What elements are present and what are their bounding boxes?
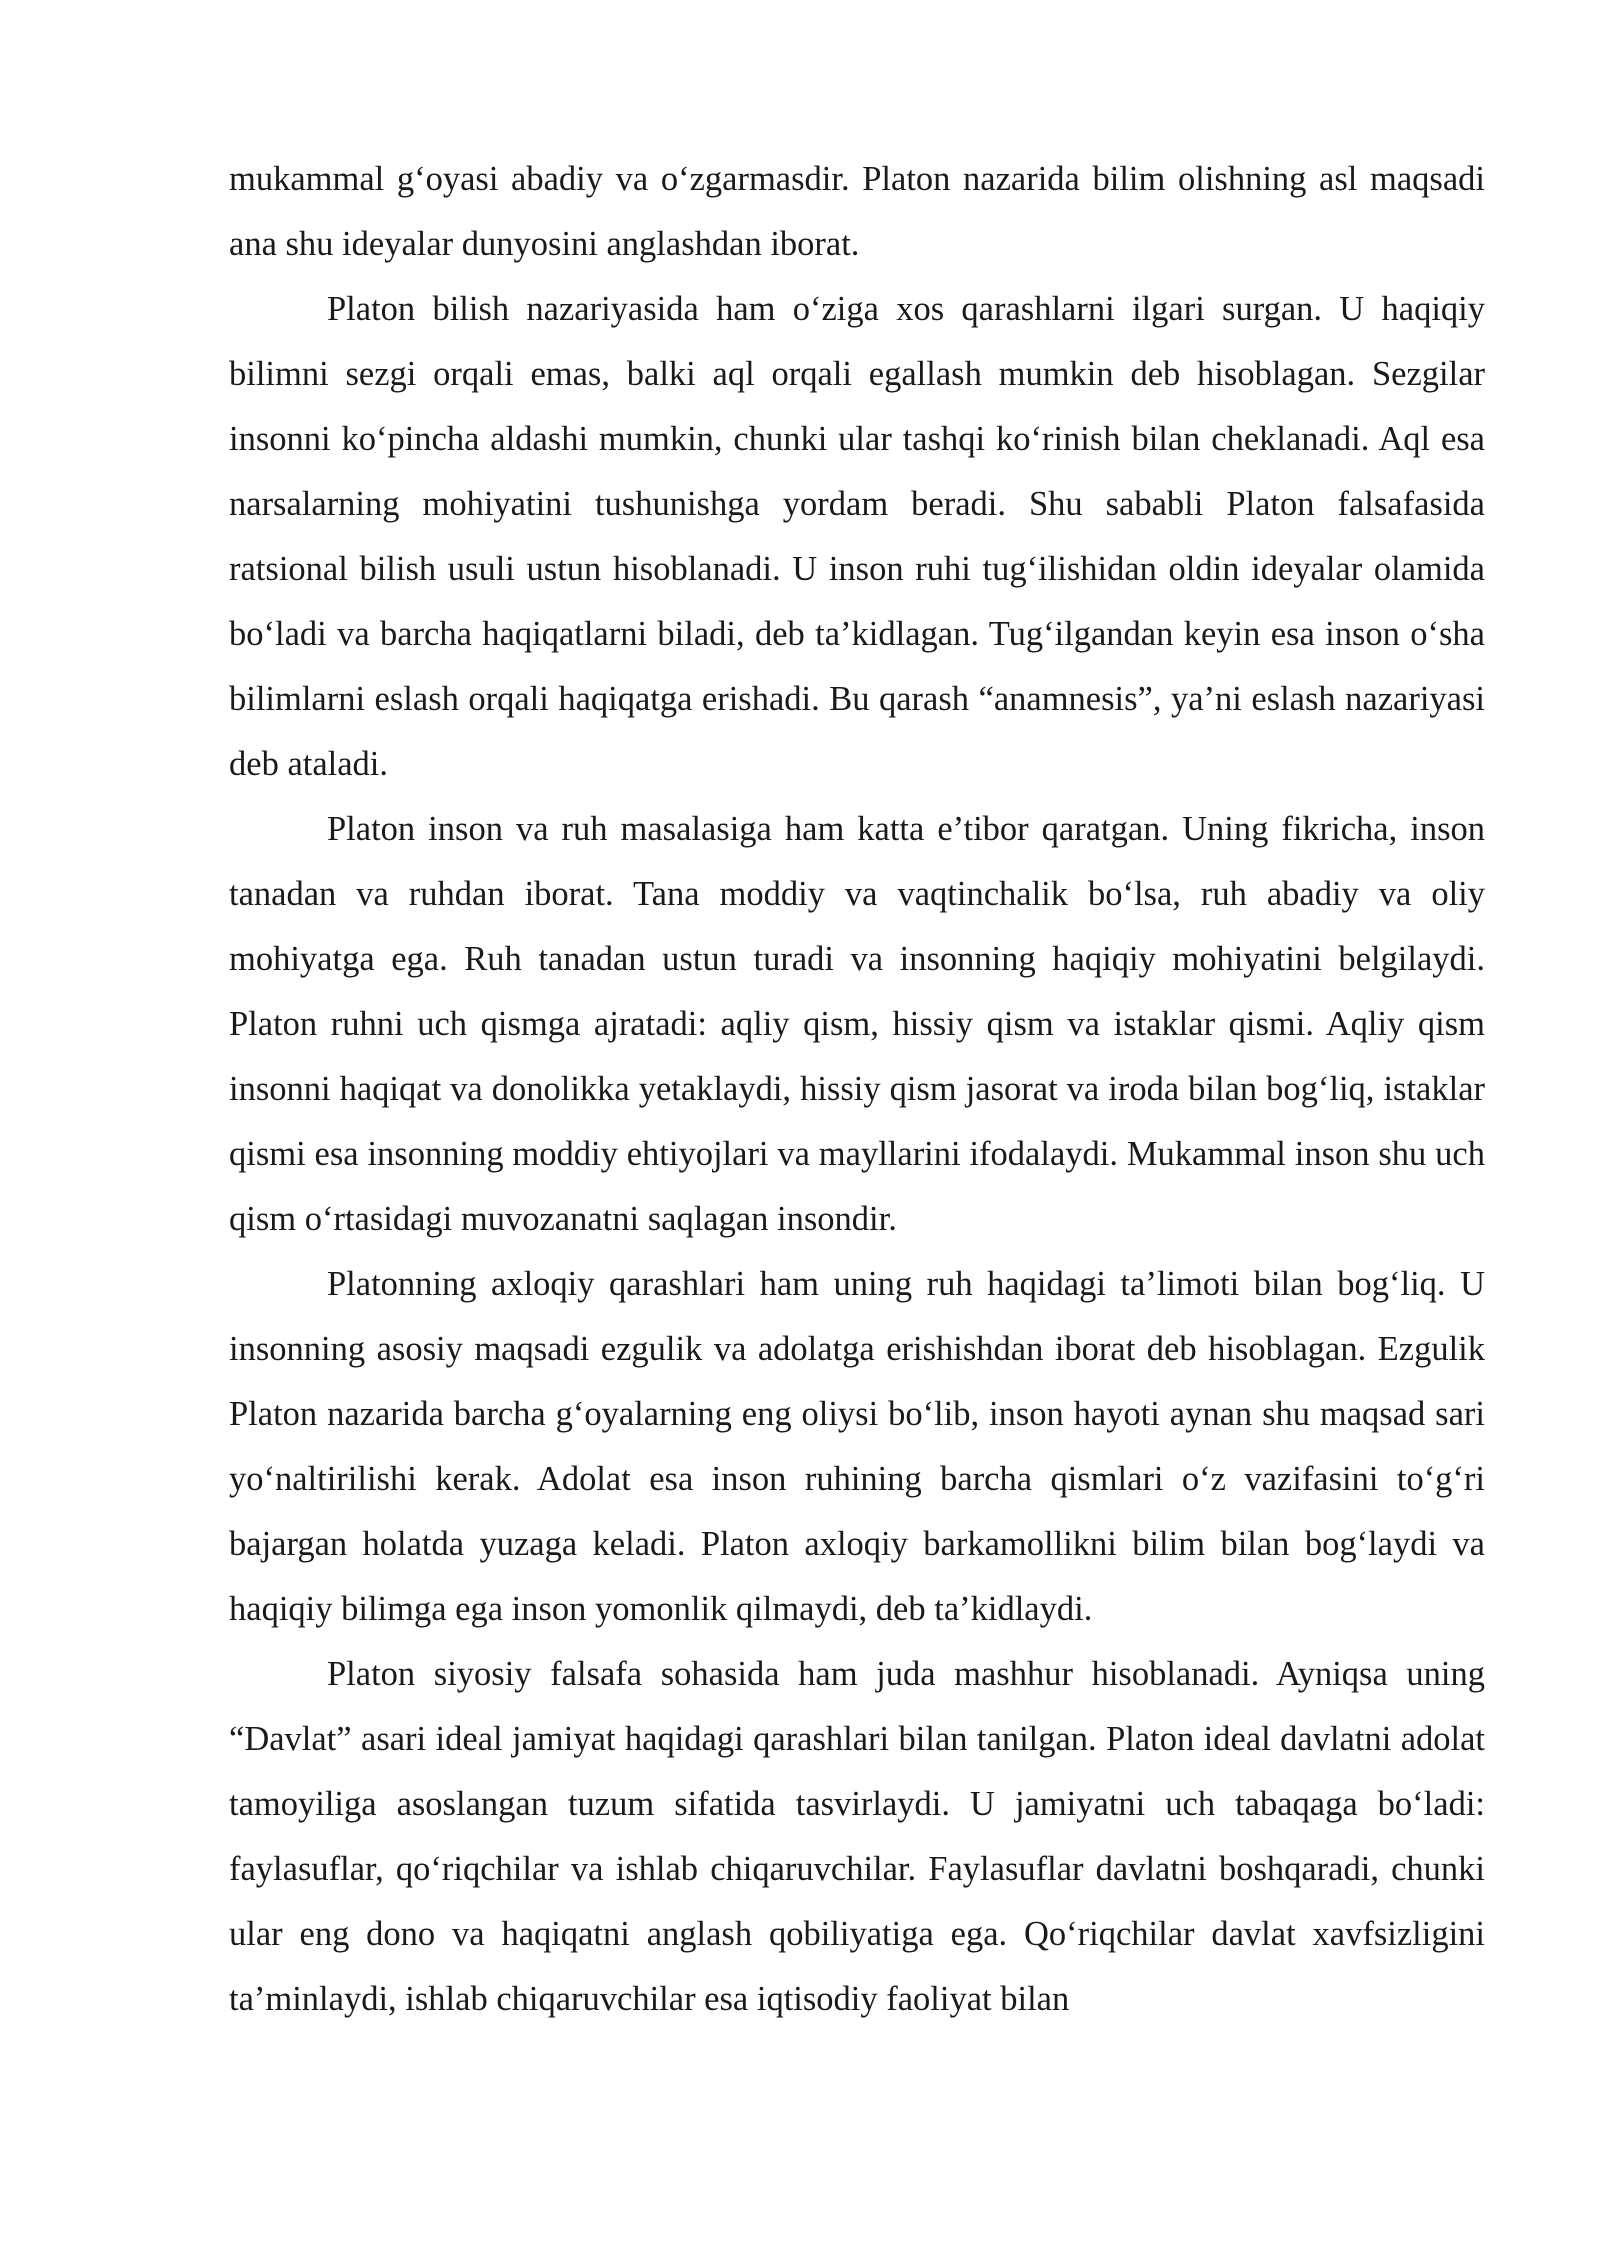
paragraph-5: Platon siyosiy falsafa sohasida ham juda mashhur hisoblanadi. Ayniqsa uning “Davlat” asari ideal jamiyat haqidagi qarashlari bilan tanilgan. Platon ideal davlatni adolat tamoyiliga asoslangan tuzum sifatida tasvirlaydi. U jamiyatni uch tabaqaga bo‘ladi: faylasuflar, qo‘riqchilar va ishlab chiqaruvchilar. Faylasuflar davlatni boshqaradi, chunki ular eng dono va haqiqatni anglash qobiliyatiga ega. Qo‘riqchilar davlat xavfsizligini ta’minlaydi, ishlab chiqaruvchilar esa iqtisodiy faoliyat bilan	[229, 1655, 1485, 2018]
paragraph-4: Platonning axloqiy qarashlari ham uning ruh haqidagi ta’limoti bilan bog‘liq. U insonning asosiy maqsadi ezgulik va adolatga erishishdan iborat deb hisoblagan. Ezgulik Platon nazarida barcha g‘oyalarning eng oliysi bo‘lib, inson hayoti aynan shu maqsad sari yo‘naltirilishi kerak. Adolat esa inson ruhining barcha qismlari o‘z vazifasini to‘g‘ri bajargan holatda yuzaga keladi. Platon axloqiy barkamollikni bilim bilan bog‘laydi va haqiqiy bilimga ega inson yomonlik qilmaydi, deb ta’kidlaydi.	[229, 1265, 1485, 1628]
paragraph-3: Platon inson va ruh masalasiga ham katta e’tibor qaratgan. Uning fikricha, inson tanadan va ruhdan iborat. Tana moddiy va vaqtinchalik bo‘lsa, ruh abadiy va oliy mohiyatga ega. Ruh tanadan ustun turadi va insonning haqiqiy mohiyatini belgilaydi. Platon ruhni uch qismga ajratadi: aqliy qism, hissiy qism va istaklar qismi. Aqliy qism insonni haqiqat va donolikka yetaklaydi, hissiy qism jasorat va iroda bilan bog‘liq, istaklar qismi esa insonning moddiy ehtiyojlari va mayllarini ifodalaydi. Mukammal inson shu uch qism o‘rtasidagi muvozanatni saqlagan insondir.	[229, 810, 1485, 1238]
document-page	[229, 147, 1485, 2032]
paragraph-2: Platon bilish nazariyasida ham o‘ziga xos qarashlarni ilgari surgan. U haqiqiy bilimni sezgi orqali emas, balki aql orqali egallash mumkin deb hisoblagan. Sezgilar insonni ko‘pincha aldashi mumkin, chunki ular tashqi ko‘rinish bilan cheklanadi. Aql esa narsalarning mohiyatini tushunishga yordam beradi. Shu sababli Platon falsafasida ratsional bilish usuli ustun hisoblanadi. U inson ruhi tug‘ilishidan oldin ideyalar olamida bo‘ladi va barcha haqiqatlarni biladi, deb ta’kidlagan. Tug‘ilgandan keyin esa inson o‘sha bilimlarni eslash orqali haqiqatga erishadi. Bu qarash “anamnesis”, ya’ni eslash nazariyasi deb ataladi.	[229, 290, 1485, 783]
paragraph-1: mukammal g‘oyasi abadiy va o‘zgarmasdir. Platon nazarida bilim olishning asl maqsadi ana shu ideyalar dunyosini anglashdan iborat.	[229, 160, 1485, 263]
